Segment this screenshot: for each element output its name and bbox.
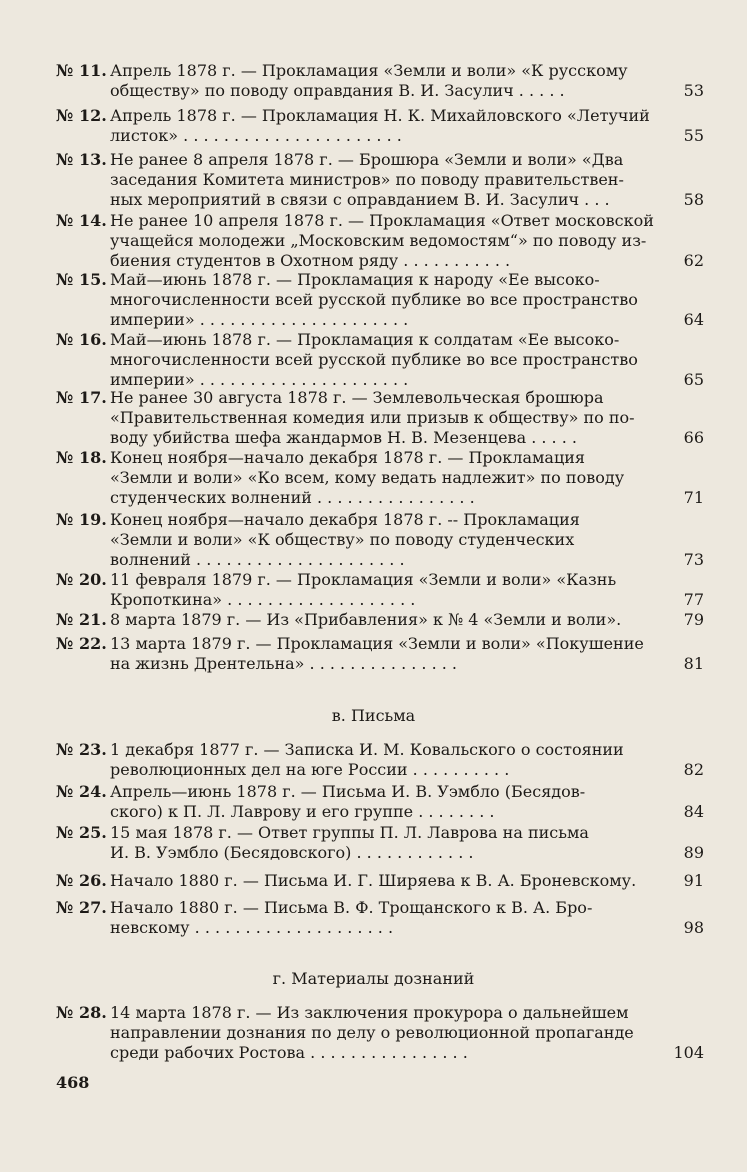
toc-entry-18 — [56, 448, 704, 508]
toc-entry-26 — [56, 871, 704, 891]
entry-line: невскому . . . . . . . . . . . . . . . . . . . . — [110, 918, 394, 937]
entry-number: № 24. — [56, 782, 107, 801]
entry-line: империи» . . . . . . . . . . . . . . . . . . . . . — [110, 310, 409, 329]
entry-page: 73 — [683, 550, 704, 569]
entry-line: биения студентов в Охотном ряду . . . . . . . . . . . — [110, 251, 511, 270]
entry-line: заседания Комитета министров» по поводу правительствен- — [110, 170, 624, 189]
entry-number: № 16. — [56, 330, 107, 349]
entry-page: 98 — [683, 918, 704, 937]
toc-entry-23 — [56, 740, 704, 780]
entry-line: Не ранее 30 августа 1878 г. — Землевольческая брошюра — [110, 388, 604, 407]
toc-entry-27 — [56, 898, 704, 938]
entry-number: № 26. — [56, 871, 107, 890]
entry-line: Начало 1880 г. — Письма В. Ф. Трощанского к В. А. Бро- — [110, 898, 593, 917]
entry-line: Не ранее 10 апреля 1878 г. — Прокламация «Ответ московской — [110, 211, 654, 230]
entry-line: 14 марта 1878 г. — Из заключения прокурора о дальнейшем — [110, 1003, 629, 1022]
entry-page: 71 — [683, 488, 704, 507]
toc-entry-21 — [56, 610, 704, 630]
entry-line: «Земли и воли» «К обществу» по поводу студенческих — [110, 530, 575, 549]
entry-line: «Правительственная комедия или призыв к обществу» по по- — [110, 408, 635, 427]
entry-line: «Земли и воли» «Ко всем, кому ведать надлежит» по поводу — [110, 468, 625, 487]
entry-line: на жизнь Дрентельна» . . . . . . . . . . . . . . . — [110, 654, 458, 673]
entry-line: Конец ноября—начало декабря 1878 г. -- Прокламация — [110, 510, 580, 529]
entry-page: 58 — [683, 190, 704, 209]
toc-entry-25 — [56, 823, 704, 863]
section-heading-inquiries: г. Материалы дознаний — [272, 969, 475, 988]
entry-page: 53 — [683, 81, 704, 100]
entry-number: № 25. — [56, 823, 107, 842]
entry-number: № 20. — [56, 570, 107, 589]
toc-entry-16 — [56, 330, 704, 390]
entry-number: № 13. — [56, 150, 107, 169]
entry-line: Апрель 1878 г. — Прокламация «Земли и воли» «К русскому — [110, 61, 628, 80]
entry-number: № 15. — [56, 270, 107, 289]
toc-entry-17 — [56, 388, 704, 448]
entry-line: Кропоткина» . . . . . . . . . . . . . . . . . . . — [110, 590, 416, 609]
entry-page: 65 — [683, 370, 704, 389]
entry-page: 89 — [683, 843, 704, 862]
entry-line: волнений . . . . . . . . . . . . . . . . . . . . . — [110, 550, 405, 569]
entry-line: 1 декабря 1877 г. — Записка И. М. Ковальского о состоянии — [110, 740, 624, 759]
entry-page: 79 — [683, 610, 704, 629]
toc-entry-13 — [56, 150, 704, 210]
toc-entry-11 — [56, 61, 704, 101]
entry-line: учащейся молодежи „Московским ведомостям“» по поводу из- — [110, 231, 647, 250]
entry-line: Апрель 1878 г. — Прокламация Н. К. Михайловского «Летучий — [110, 106, 650, 125]
entry-line: направлении дознания по делу о революционной пропаганде — [110, 1023, 634, 1042]
toc-entry-15 — [56, 270, 704, 330]
entry-line: Май—июнь 1878 г. — Прокламация к солдатам «Ее высоко- — [110, 330, 620, 349]
entry-line: И. В. Уэмбло (Бесядовского) . . . . . . . . . . . . — [110, 843, 474, 862]
entry-page: 62 — [683, 251, 704, 270]
entry-line: Не ранее 8 апреля 1878 г. — Брошюра «Земли и воли» «Два — [110, 150, 624, 169]
entry-line: Май—июнь 1878 г. — Прокламация к народу «Ее высоко- — [110, 270, 600, 289]
toc-entry-19 — [56, 510, 704, 570]
entry-line: империи» . . . . . . . . . . . . . . . . . . . . . — [110, 370, 409, 389]
entry-line: многочисленности всей русской публике во все пространство — [110, 290, 638, 309]
entry-line: студенческих волнений . . . . . . . . . . . . . . . . — [110, 488, 475, 507]
entry-number: № 17. — [56, 388, 107, 407]
entry-number: № 11. — [56, 61, 107, 80]
entry-line: среди рабочих Ростова . . . . . . . . . . . . . . . . — [110, 1043, 468, 1062]
entry-number: № 22. — [56, 634, 107, 653]
entry-number: № 27. — [56, 898, 107, 917]
entry-number: № 21. — [56, 610, 107, 629]
entry-line: 8 марта 1879 г. — Из «Прибавления» к № 4 «Земли и воли». — [110, 610, 622, 629]
entry-line: 15 мая 1878 г. — Ответ группы П. Л. Лаврова на письма — [110, 823, 589, 842]
entry-page: 77 — [683, 590, 704, 609]
entry-page: 55 — [683, 126, 704, 145]
section-heading-letters: в. Письма — [331, 706, 416, 725]
page-number: 468 — [56, 1073, 90, 1092]
entry-line: ных мероприятий в связи с оправданием В. И. Засулич . . . — [110, 190, 610, 209]
entry-page: 82 — [683, 760, 704, 779]
entry-page: 104 — [673, 1043, 704, 1062]
entry-line: революционных дел на юге России . . . . . . . . . . — [110, 760, 510, 779]
entry-line: Начало 1880 г. — Письма И. Г. Ширяева к В. А. Броневскому. — [110, 871, 637, 890]
entry-page: 91 — [683, 871, 704, 890]
entry-line: обществу» по поводу оправдания В. И. Засулич . . . . . — [110, 81, 565, 100]
toc-entry-24 — [56, 782, 704, 822]
entry-number: № 12. — [56, 106, 107, 125]
toc-entry-12 — [56, 106, 704, 146]
entry-line: листок» . . . . . . . . . . . . . . . . . . . . . . — [110, 126, 402, 145]
entry-page: 64 — [683, 310, 704, 329]
toc-entry-22 — [56, 634, 704, 674]
entry-page: 66 — [683, 428, 704, 447]
entry-page: 84 — [683, 802, 704, 821]
toc-entry-28 — [56, 1003, 704, 1063]
entry-line: Конец ноября—начало декабря 1878 г. — Прокламация — [110, 448, 586, 467]
entry-line: Апрель—июнь 1878 г. — Письма И. В. Уэмбло (Бесядов- — [110, 782, 586, 801]
entry-number: № 23. — [56, 740, 107, 759]
toc-entry-20 — [56, 570, 704, 610]
entry-line: многочисленности всей русской публике во все пространство — [110, 350, 638, 369]
entry-line: ского) к П. Л. Лаврову и его группе . . . . . . . . — [110, 802, 495, 821]
entry-line: воду убийства шефа жандармов Н. В. Мезенцева . . . . . — [110, 428, 577, 447]
toc-entry-14 — [56, 211, 704, 271]
entry-page: 81 — [683, 654, 704, 673]
entry-number: № 19. — [56, 510, 107, 529]
entry-number: № 14. — [56, 211, 107, 230]
entry-line: 13 марта 1879 г. — Прокламация «Земли и воли» «Покушение — [110, 634, 644, 653]
entry-number: № 18. — [56, 448, 107, 467]
entry-line: 11 февраля 1879 г. — Прокламация «Земли и воли» «Казнь — [110, 570, 617, 589]
entry-number: № 28. — [56, 1003, 107, 1022]
